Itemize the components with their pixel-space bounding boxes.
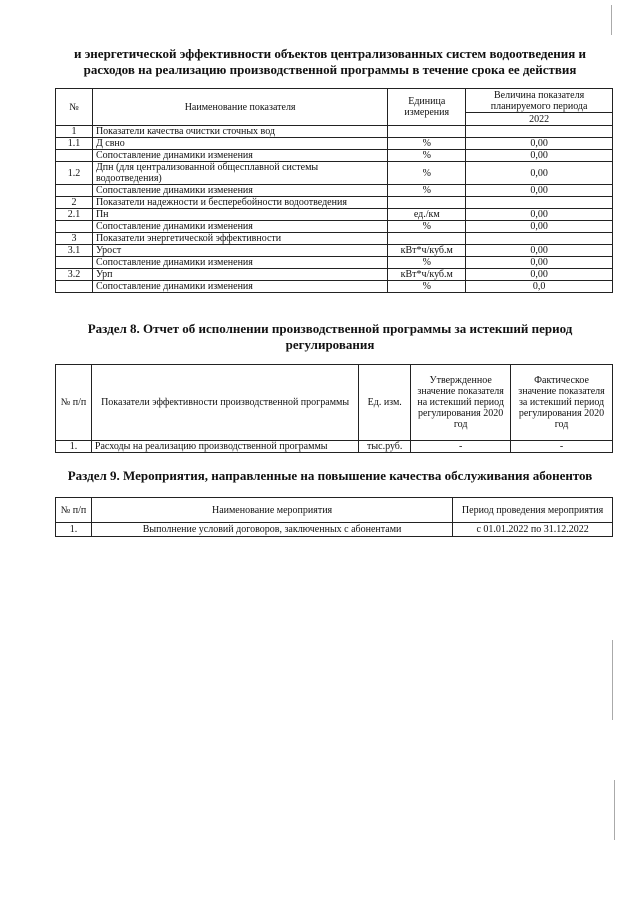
indicator-row: [56, 233, 613, 245]
indicator-name: Сопоставление динамики изменения: [92, 257, 387, 269]
indicator-row: [56, 150, 613, 162]
indicator-value: 0,00: [466, 185, 613, 197]
indicator-num: 1.2: [56, 162, 93, 185]
indicator-name: Сопоставление динамики изменения: [92, 150, 387, 162]
indicator-value: 0,00: [466, 138, 613, 150]
report-table: [55, 364, 613, 453]
indicator-value: 0,00: [466, 269, 613, 281]
measures-header-num: № п/п: [56, 498, 92, 523]
indicator-unit: [388, 197, 466, 209]
indicator-unit: %: [388, 257, 466, 269]
indicator-name: Пн: [92, 209, 387, 221]
section-8-heading: [40, 321, 620, 353]
header-unit: Единица измерения: [388, 89, 466, 126]
indicator-name: Д свно: [92, 138, 387, 150]
indicator-value: [466, 197, 613, 209]
measures-row-name: Выполнение условий договоров, заключенных с абонентами: [91, 523, 452, 537]
indicator-num: [56, 185, 93, 197]
indicator-num: [56, 221, 93, 233]
indicator-value: 0,00: [466, 150, 613, 162]
indicator-value: 0,00: [466, 245, 613, 257]
indicator-row: [56, 185, 613, 197]
indicator-num: [56, 150, 93, 162]
indicator-row: [56, 269, 613, 281]
indicator-row: [56, 245, 613, 257]
measures-header-row: [56, 498, 613, 523]
header-value: Величина показателя планируемого периода: [466, 89, 613, 113]
report-header-actual: Фактическое значение показателя за истекший период регулирования 2020 год: [511, 365, 613, 441]
measures-row-period: с 01.01.2022 по 31.12.2022: [453, 523, 613, 537]
indicator-num: 1.1: [56, 138, 93, 150]
report-header-name: Показатели эффективности производственной программы: [91, 365, 358, 441]
indicator-value: [466, 233, 613, 245]
measures-header-name: Наименование мероприятия: [91, 498, 452, 523]
section-8-line-2: регулирования: [285, 337, 375, 352]
indicator-name: Урост: [92, 245, 387, 257]
indicator-num: 3: [56, 233, 93, 245]
scan-speck: [614, 780, 615, 840]
indicator-name: Показатели качества очистки сточных вод: [92, 126, 387, 138]
indicator-name: Показатели надежности и бесперебойности водоотведения: [92, 197, 387, 209]
header-name: Наименование показателя: [92, 89, 387, 126]
heading-1: [40, 46, 620, 78]
measures-row: [56, 523, 613, 537]
indicator-row: [56, 281, 613, 293]
indicator-row: [56, 197, 613, 209]
indicator-unit: %: [388, 150, 466, 162]
indicator-unit: кВт*ч/куб.м: [388, 269, 466, 281]
indicators-header-row: [56, 89, 613, 113]
heading-1-line-2: расходов на реализацию производственной программы в течение срока ее действия: [83, 62, 577, 77]
indicator-name: Показатели энергетической эффективности: [92, 233, 387, 245]
indicator-row: [56, 209, 613, 221]
indicator-name: Дпн (для централизованной общесплавной системы водоотведения): [92, 162, 387, 185]
indicator-unit: %: [388, 281, 466, 293]
measures-table: [55, 497, 613, 537]
indicator-value: 0,0: [466, 281, 613, 293]
report-header-approved: Утвержденное значение показателя на истекший период регулирования 2020 год: [411, 365, 511, 441]
measures-row-num: 1.: [56, 523, 92, 537]
report-row-name: Расходы на реализацию производственной программы: [91, 441, 358, 453]
indicator-unit: [388, 126, 466, 138]
indicator-value: [466, 126, 613, 138]
indicator-num: 2.1: [56, 209, 93, 221]
indicator-unit: %: [388, 221, 466, 233]
report-row-num: 1.: [56, 441, 92, 453]
header-year: 2022: [466, 113, 613, 126]
scan-speck: [611, 5, 612, 35]
indicator-unit: кВт*ч/куб.м: [388, 245, 466, 257]
heading-1-line-1: и энергетической эффективности объектов централизованных систем водоотведения и: [73, 46, 587, 61]
indicator-num: 1: [56, 126, 93, 138]
indicator-value: 0,00: [466, 257, 613, 269]
indicators-table: [55, 88, 613, 293]
indicator-unit: %: [388, 185, 466, 197]
report-row-actual: -: [511, 441, 613, 453]
report-row-approved: -: [411, 441, 511, 453]
report-header-row: [56, 365, 613, 441]
report-header-unit: Ед. изм.: [359, 365, 411, 441]
indicator-unit: [388, 233, 466, 245]
indicator-value: 0,00: [466, 209, 613, 221]
indicator-row: [56, 138, 613, 150]
section-8-line-1: Раздел 8. Отчет об исполнении производственной программы за истекший период: [87, 321, 573, 336]
indicator-name: Урп: [92, 269, 387, 281]
section-9-heading: Раздел 9. Мероприятия, направленные на повышение качества обслуживания абонентов: [67, 468, 593, 483]
indicator-num: 3.1: [56, 245, 93, 257]
scan-speck: [612, 640, 613, 720]
indicator-row: [56, 126, 613, 138]
indicator-num: 3.2: [56, 269, 93, 281]
indicator-num: [56, 281, 93, 293]
indicator-row: [56, 257, 613, 269]
indicator-value: 0,00: [466, 162, 613, 185]
report-row-unit: тыс.руб.: [359, 441, 411, 453]
report-row: [56, 441, 613, 453]
indicator-row: [56, 162, 613, 185]
indicator-unit: %: [388, 138, 466, 150]
indicator-name: Сопоставление динамики изменения: [92, 281, 387, 293]
indicator-value: 0,00: [466, 221, 613, 233]
indicator-name: Сопоставление динамики изменения: [92, 185, 387, 197]
measures-header-period: Период проведения мероприятия: [453, 498, 613, 523]
indicator-unit: ед./км: [388, 209, 466, 221]
report-header-num: № п/п: [56, 365, 92, 441]
indicator-num: 2: [56, 197, 93, 209]
indicator-name: Сопоставление динамики изменения: [92, 221, 387, 233]
indicator-row: [56, 221, 613, 233]
indicator-num: [56, 257, 93, 269]
header-num: №: [56, 89, 93, 126]
indicator-unit: %: [388, 162, 466, 185]
